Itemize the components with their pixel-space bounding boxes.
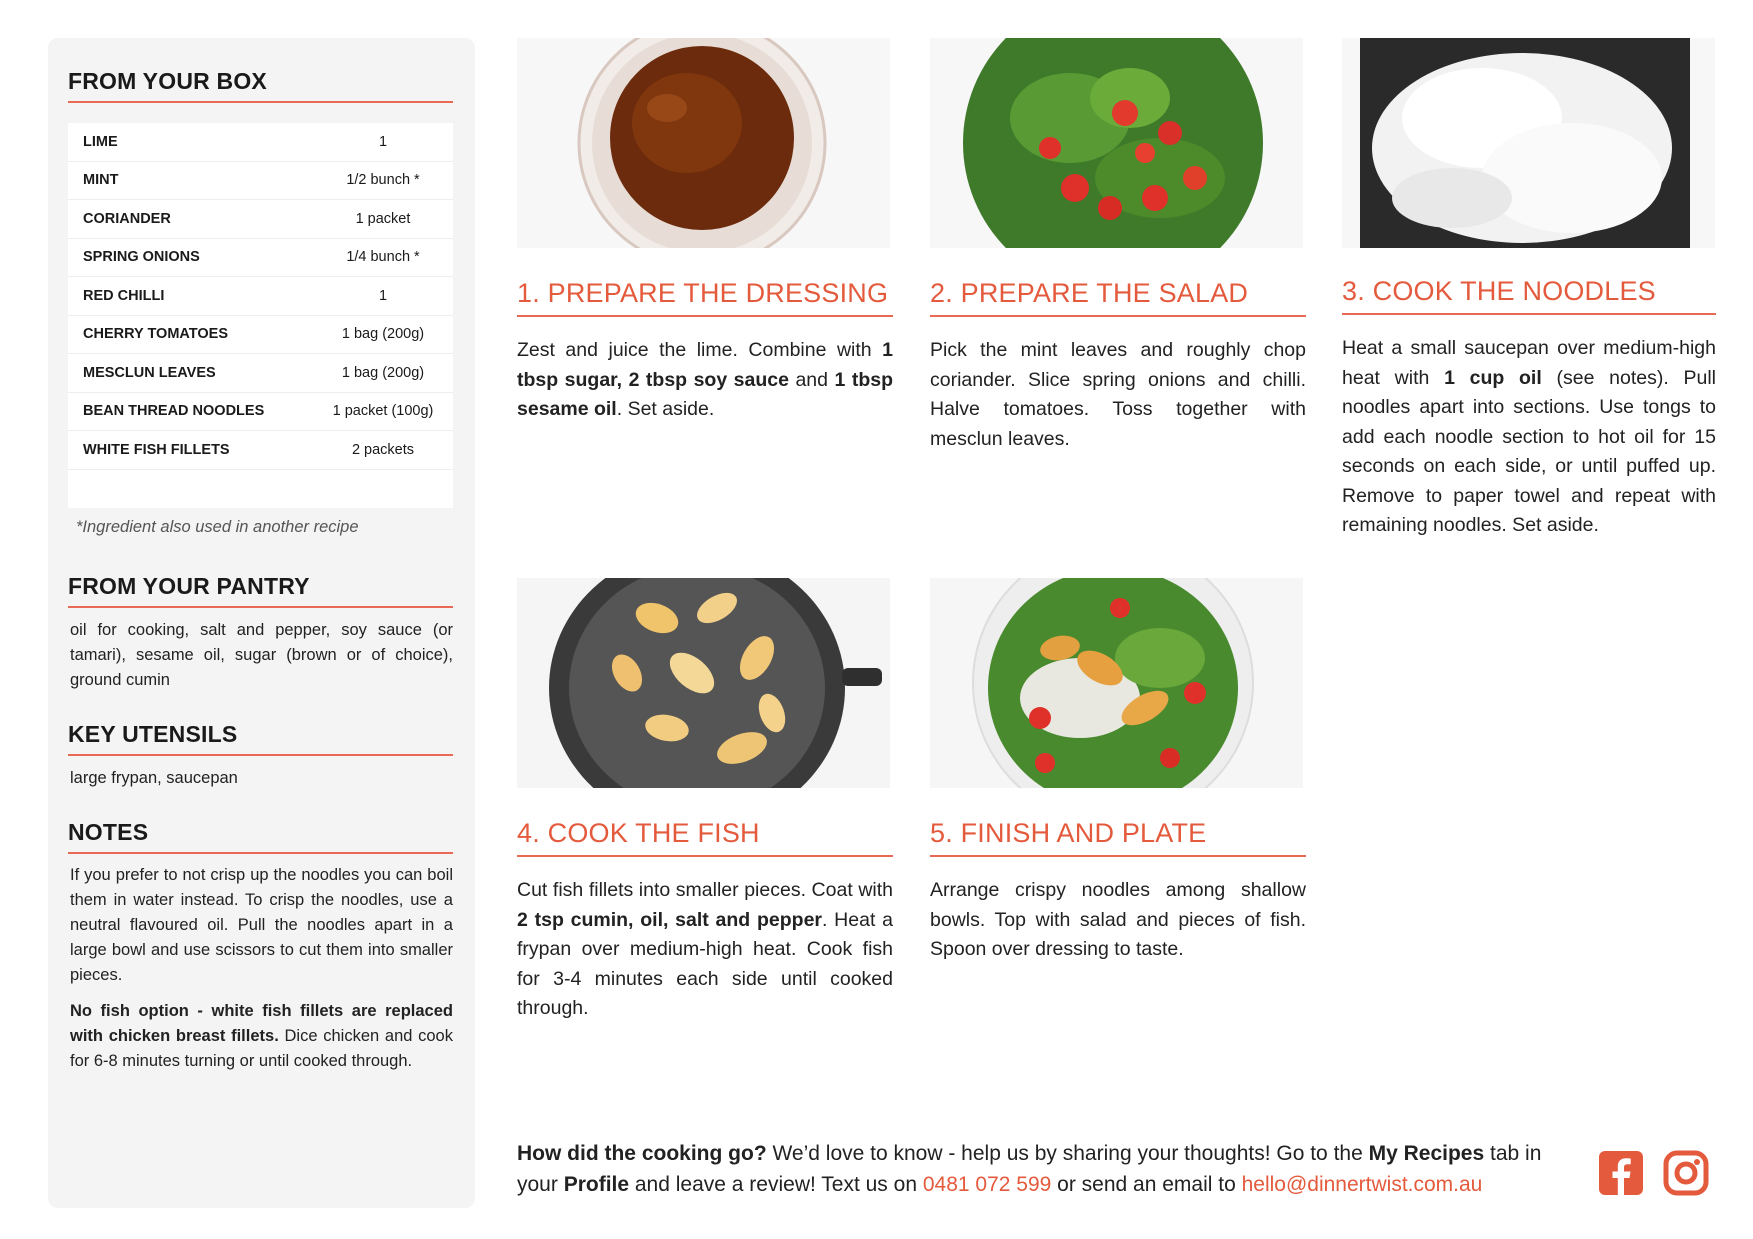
ingredient-qty: 1 bag (200g): [341, 364, 425, 381]
profile-label: Profile: [563, 1173, 630, 1196]
ingredient-qty: 1 packet: [355, 210, 411, 227]
ingredient-name: MINT: [83, 172, 119, 189]
from-your-box-heading: FROM YOUR BOX: [68, 68, 453, 103]
ingredient-qty: 1: [378, 133, 388, 150]
ingredient-qty: 1/2 bunch *: [346, 172, 420, 189]
footer-question: How did the cooking go?: [517, 1142, 767, 1165]
footer-text: and leave a review! Text us on: [629, 1173, 923, 1196]
step-4-text: [517, 876, 893, 1024]
email-link[interactable]: hello@dinnertwist.com.au: [1241, 1173, 1483, 1196]
step-1-heading: 1. PREPARE THE DRESSING: [517, 278, 893, 317]
notes-no-fish-rest: Dice chicken and cook for 6-8 minutes turning or until cooked through.: [70, 1027, 453, 1070]
step-text-part: (see notes). Pull noodles apart into sections. Use tongs to add each noodle section to hot oil for 15 seconds on each side, or until puffed up. Remove to paper towel and repeat with remaining noodles. Set aside.: [1342, 366, 1716, 536]
ingredient-qty: 2 packets: [351, 441, 415, 458]
notes-no-fish-paragraph: [70, 999, 453, 1074]
step-text-bold: 1 tbsp sesame oil: [517, 368, 893, 420]
notes-paragraph: If you prefer to not crisp up the noodles you can boil them in water instead. To crisp the noodles, use a neutral flavoured oil. Pull the noodles apart in a large bowl and use scissors to cut them into smaller pieces.: [70, 866, 453, 984]
ingredient-qty: 1/4 bunch *: [346, 249, 420, 266]
notes-heading: NOTES: [68, 819, 453, 854]
feedback-footer: [517, 1138, 1557, 1200]
table-row: [68, 277, 453, 316]
table-row: [68, 431, 453, 470]
ingredient-name: CHERRY TOMATOES: [83, 326, 229, 343]
step-1-text: [517, 336, 893, 425]
step-3-heading: 3. COOK THE NOODLES: [1342, 276, 1716, 315]
ingredients-sidebar: [48, 38, 475, 1208]
ingredient-name: MESCLUN LEAVES: [83, 364, 216, 381]
table-row: [68, 239, 453, 278]
fish-photo: [517, 578, 890, 788]
step-text-part: Pick the mint leaves and roughly chop coriander. Slice spring onions and chilli. Halve tomatoes. Toss together with mesclun leaves.: [930, 339, 1306, 450]
step-5-text: [930, 876, 1306, 965]
step-text-part: and: [788, 368, 835, 391]
table-row: [68, 123, 453, 162]
table-row: [68, 354, 453, 393]
salad-photo: [930, 38, 1303, 248]
ingredients-table: [68, 123, 453, 508]
step-text-part: Heat a small saucepan over medium-high heat with: [1342, 337, 1716, 389]
table-row: [68, 316, 453, 355]
step-2-heading: 2. PREPARE THE SALAD: [930, 278, 1306, 317]
step-text-part: Cut fish fillets into smaller pieces. Coat with: [517, 879, 893, 901]
step-text-part: . Heat a frypan over medium-high heat. Cook fish for 3-4 minutes each side until cooked through.: [517, 908, 893, 1019]
ingredient-footnote: *Ingredient also used in another recipe: [76, 518, 359, 536]
ingredient-name: SPRING ONIONS: [83, 249, 200, 266]
my-recipes-label: My Recipes: [1368, 1142, 1485, 1165]
ingredient-qty: 1 bag (200g): [341, 326, 425, 343]
utensils-text: large frypan, saucepan: [70, 769, 238, 787]
dressing-photo: [517, 38, 890, 248]
footer-text: or send an email to: [1051, 1173, 1242, 1196]
step-3-text: [1342, 334, 1716, 541]
ingredient-name: WHITE FISH FILLETS: [83, 441, 230, 458]
table-row: [68, 200, 453, 239]
step-text-part: Zest and juice the lime. Combine with: [517, 339, 883, 361]
notes-no-fish-bold: No fish option - white fish fillets are replaced with chicken breast fillets.: [70, 1002, 453, 1045]
ingredient-name: RED CHILLI: [83, 287, 165, 304]
ingredient-qty: 1 packet (100g): [332, 403, 434, 420]
ingredient-qty: 1: [378, 287, 388, 304]
noodles-photo: [1342, 38, 1715, 248]
ingredient-name: BEAN THREAD NOODLES: [83, 403, 265, 420]
step-text-part: Arrange crispy noodles among shallow bowls. Top with salad and pieces of fish. Spoon over dressing to taste.: [930, 879, 1306, 960]
ingredient-name: LIME: [83, 133, 118, 150]
ingredient-name: CORIANDER: [83, 210, 171, 227]
phone-link[interactable]: 0481 072 599: [922, 1173, 1052, 1196]
footer-text: tab in your: [517, 1142, 1542, 1196]
step-4-heading: 4. COOK THE FISH: [517, 818, 893, 857]
pantry-text: oil for cooking, salt and pepper, soy sauce (or tamari), sesame oil, sugar (brown or of choice), ground cumin: [70, 621, 453, 689]
table-row: [68, 393, 453, 432]
footer-text: We’d love to know - help us by sharing your thoughts! Go to the: [766, 1142, 1369, 1165]
instagram-icon[interactable]: [1663, 1150, 1709, 1196]
step-text-bold: 1 tbsp sugar, 2 tbsp soy sauce: [517, 339, 893, 391]
step-5-heading: 5. FINISH AND PLATE: [930, 818, 1306, 857]
facebook-icon[interactable]: [1598, 1150, 1644, 1196]
table-row: [68, 162, 453, 201]
plated-photo: [930, 578, 1303, 788]
step-2-text: [930, 336, 1306, 454]
step-text-bold: 1 cup oil: [1444, 366, 1542, 389]
step-text-part: . Set aside.: [616, 398, 715, 420]
key-utensils-heading: KEY UTENSILS: [68, 721, 453, 756]
from-your-pantry-heading: FROM YOUR PANTRY: [68, 573, 453, 608]
step-text-bold: 2 tsp cumin, oil, salt and pepper: [517, 908, 822, 931]
